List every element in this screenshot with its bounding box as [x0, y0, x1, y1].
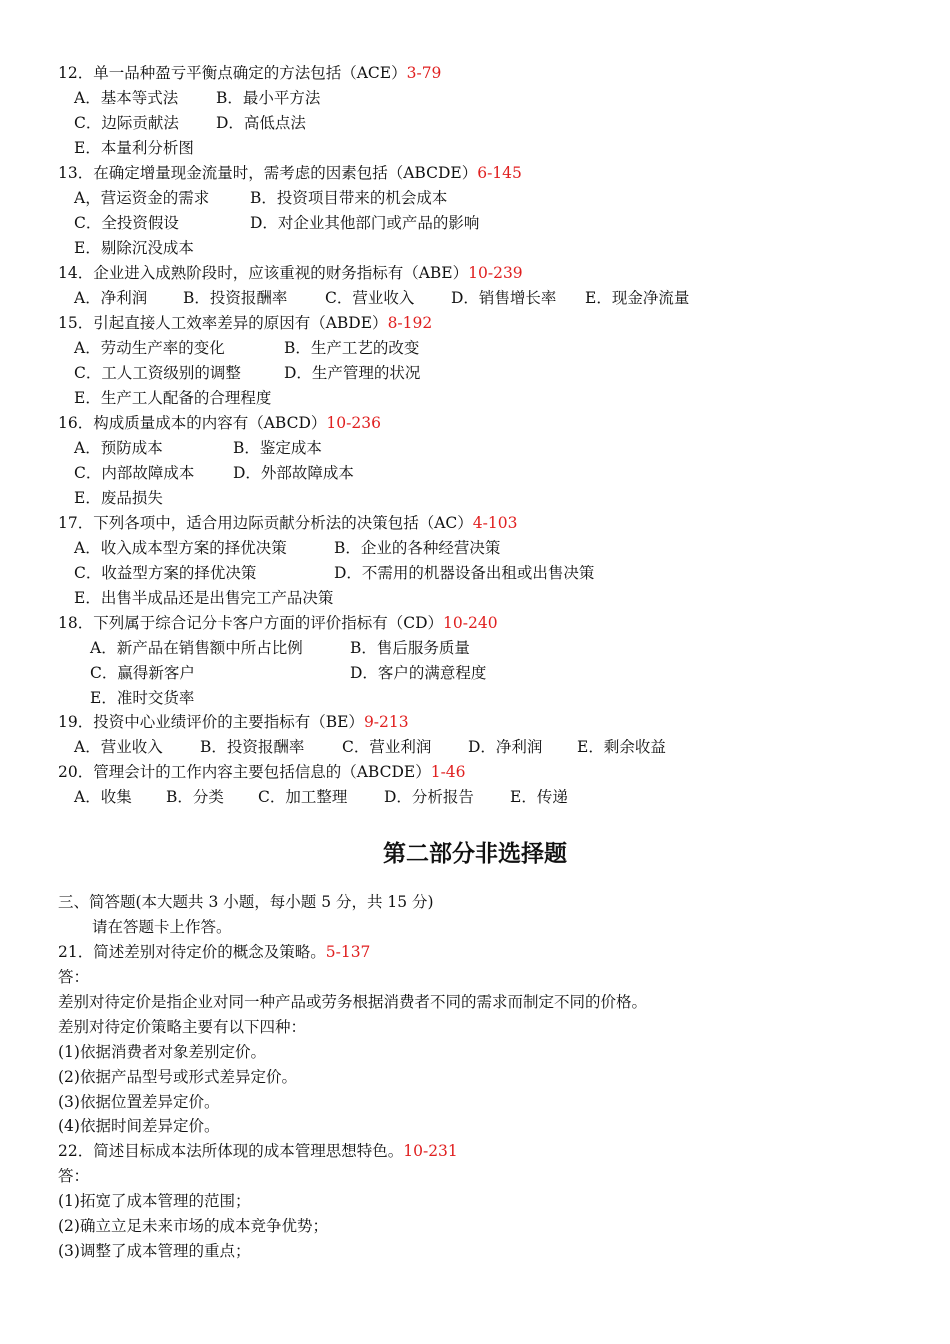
answer-line: 差别对待定价是指企业对同一种产品或劳务根据消费者不同的需求而制定不同的价格。: [58, 993, 648, 1011]
option-e: E．剩余收益: [577, 738, 666, 756]
question-13: [58, 161, 522, 186]
option-a: A．新产品在销售额中所占比例: [90, 639, 303, 657]
page-reference: 1-46: [430, 763, 466, 781]
option-d: D．对企业其他部门或产品的影响: [250, 214, 480, 232]
question-12: [58, 61, 441, 86]
answer-line: (2)确立立足未来市场的成本竞争优势；: [58, 1217, 328, 1235]
page-reference: 3-79: [406, 64, 442, 82]
question-text: 12．单一品种盈亏平衡点确定的方法包括（ACE）: [58, 64, 407, 82]
question-19: [58, 710, 409, 735]
option-d: D．不需用的机器设备出租或出售决策: [334, 564, 595, 582]
question-text: 22．简述目标成本法所体现的成本管理思想特色。: [58, 1142, 404, 1160]
question-18: [58, 611, 498, 636]
option-e: E．传递: [510, 788, 568, 806]
option-e: E．本量利分析图: [74, 139, 194, 157]
option-a: A，营运资金的需求: [74, 189, 210, 207]
options-row: [74, 536, 500, 561]
option-c: C．收益型方案的择优决策: [74, 564, 257, 582]
answer-label: 答：: [58, 968, 90, 986]
option-c: C．内部故障成本: [74, 464, 195, 482]
answer-line: (3)调整了成本管理的重点；: [58, 1242, 251, 1260]
option-c: C．全投资假设: [74, 214, 179, 232]
option-d: D．生产管理的状况: [284, 364, 421, 382]
page-reference: 6-145: [477, 164, 522, 182]
option-a: A．营业收入: [74, 738, 163, 756]
option-b: B．投资项目带来的机会成本: [250, 189, 448, 207]
option-c: C．工人工资级别的调整: [74, 364, 241, 382]
options-row: [74, 111, 306, 136]
question-21: [58, 940, 370, 965]
option-d: D．高低点法: [216, 114, 306, 132]
option-e: E．现金净流量: [585, 289, 690, 307]
option-b: B．生产工艺的改变: [284, 339, 420, 357]
option-a: A．劳动生产率的变化: [74, 339, 225, 357]
question-text: 16．构成质量成本的内容有（ABCD）: [58, 414, 327, 432]
options-row: [74, 486, 163, 511]
answer-line: (1)拓宽了成本管理的范围；: [58, 1192, 251, 1210]
option-b: B．投资报酬率: [183, 289, 288, 307]
question-text: 17．下列各项中，适合用边际贡献分析法的决策包括（AC）: [58, 514, 473, 532]
option-c: C．营业利润: [342, 738, 432, 756]
question-text: 14．企业进入成熟阶段时，应该重视的财务指标有（ABE）: [58, 264, 469, 282]
options-row: [90, 686, 194, 711]
question-15: [58, 311, 432, 336]
answer-line: (4)依据时间差异定价。: [58, 1117, 220, 1135]
options-row: [74, 286, 689, 311]
question-text: 21．简述差别对待定价的概念及策略。: [58, 943, 326, 961]
answer-line: (2)依据产品型号或形式差异定价。: [58, 1068, 297, 1086]
option-d: D．外部故障成本: [233, 464, 354, 482]
option-a: A．收集: [74, 788, 132, 806]
option-b: B．分类: [166, 788, 224, 806]
options-row: [74, 336, 419, 361]
options-row: [74, 561, 594, 586]
page-reference: 10-239: [468, 264, 523, 282]
option-c: C．加工整理: [258, 788, 348, 806]
options-row: [90, 661, 486, 686]
question-17: [58, 511, 517, 536]
options-row: [74, 86, 320, 111]
question-20: [58, 760, 466, 785]
section-title: 三、简答题(本大题共 3 小题，每小题 5 分，共 15 分): [58, 893, 434, 911]
options-row: [74, 236, 194, 261]
options-row: [74, 136, 194, 161]
question-text: 13．在确定增量现金流量时，需考虑的因素包括（ABCDE）: [58, 164, 478, 182]
question-16: [58, 411, 381, 436]
option-e: E．生产工人配备的合理程度: [74, 389, 272, 407]
option-c: C．赢得新客户: [90, 664, 195, 682]
options-row: [90, 636, 470, 661]
question-22: [58, 1139, 458, 1164]
options-row: [74, 461, 354, 486]
options-row: [74, 386, 271, 411]
option-b: B．投资报酬率: [200, 738, 305, 756]
options-row: [74, 211, 479, 236]
section-note: 请在答题卡上作答。: [92, 918, 232, 936]
option-a: A．基本等式法: [74, 89, 179, 107]
page-reference: 10-240: [443, 614, 498, 632]
answer-line: (1)依据消费者对象差别定价。: [58, 1043, 266, 1061]
option-b: B．最小平方法: [216, 89, 321, 107]
option-d: D．客户的满意程度: [350, 664, 487, 682]
options-row: [74, 586, 333, 611]
option-d: D．销售增长率: [451, 289, 557, 307]
question-text: 15．引起直接人工效率差异的原因有（ABDE）: [58, 314, 388, 332]
option-e: E．废品损失: [74, 489, 163, 507]
option-d: D．净利润: [468, 738, 543, 756]
option-c: C．边际贡献法: [74, 114, 179, 132]
page-reference: 10-236: [326, 414, 381, 432]
option-a: A．收入成本型方案的择优决策: [74, 539, 287, 557]
answer-line: (3)依据位置差异定价。: [58, 1093, 220, 1111]
answer-line: 差别对待定价策略主要有以下四种：: [58, 1018, 307, 1036]
options-row: [74, 785, 568, 810]
page-reference: 4-103: [472, 514, 518, 532]
option-b: B．鉴定成本: [233, 439, 322, 457]
question-text: 20．管理会计的工作内容主要包括信息的（ABCDE）: [58, 763, 431, 781]
page-reference: 9-213: [363, 713, 409, 731]
option-e: E．出售半成品还是出售完工产品决策: [74, 589, 334, 607]
options-row: [74, 735, 666, 760]
question-text: 18．下列属于综合记分卡客户方面的评价指标有（CD）: [58, 614, 444, 632]
option-e: E．准时交货率: [90, 689, 195, 707]
answer-label: 答：: [58, 1167, 90, 1185]
page-reference: 8-192: [387, 314, 433, 332]
option-d: D．分析报告: [384, 788, 474, 806]
page-reference: 10-231: [403, 1142, 458, 1160]
question-14: [58, 261, 523, 286]
question-text: 19．投资中心业绩评价的主要指标有（BE）: [58, 713, 364, 731]
option-a: A．预防成本: [74, 439, 163, 457]
option-b: B．售后服务质量: [350, 639, 470, 657]
page-reference: 5-137: [325, 943, 371, 961]
options-row: [74, 361, 420, 386]
option-b: B．企业的各种经营决策: [334, 539, 501, 557]
part-two-heading: 第二部分非选择题: [383, 841, 567, 867]
option-e: E．剔除沉没成本: [74, 239, 194, 257]
options-row: [74, 186, 447, 211]
options-row: [74, 436, 322, 461]
option-c: C．营业收入: [325, 289, 415, 307]
option-a: A．净利润: [74, 289, 148, 307]
